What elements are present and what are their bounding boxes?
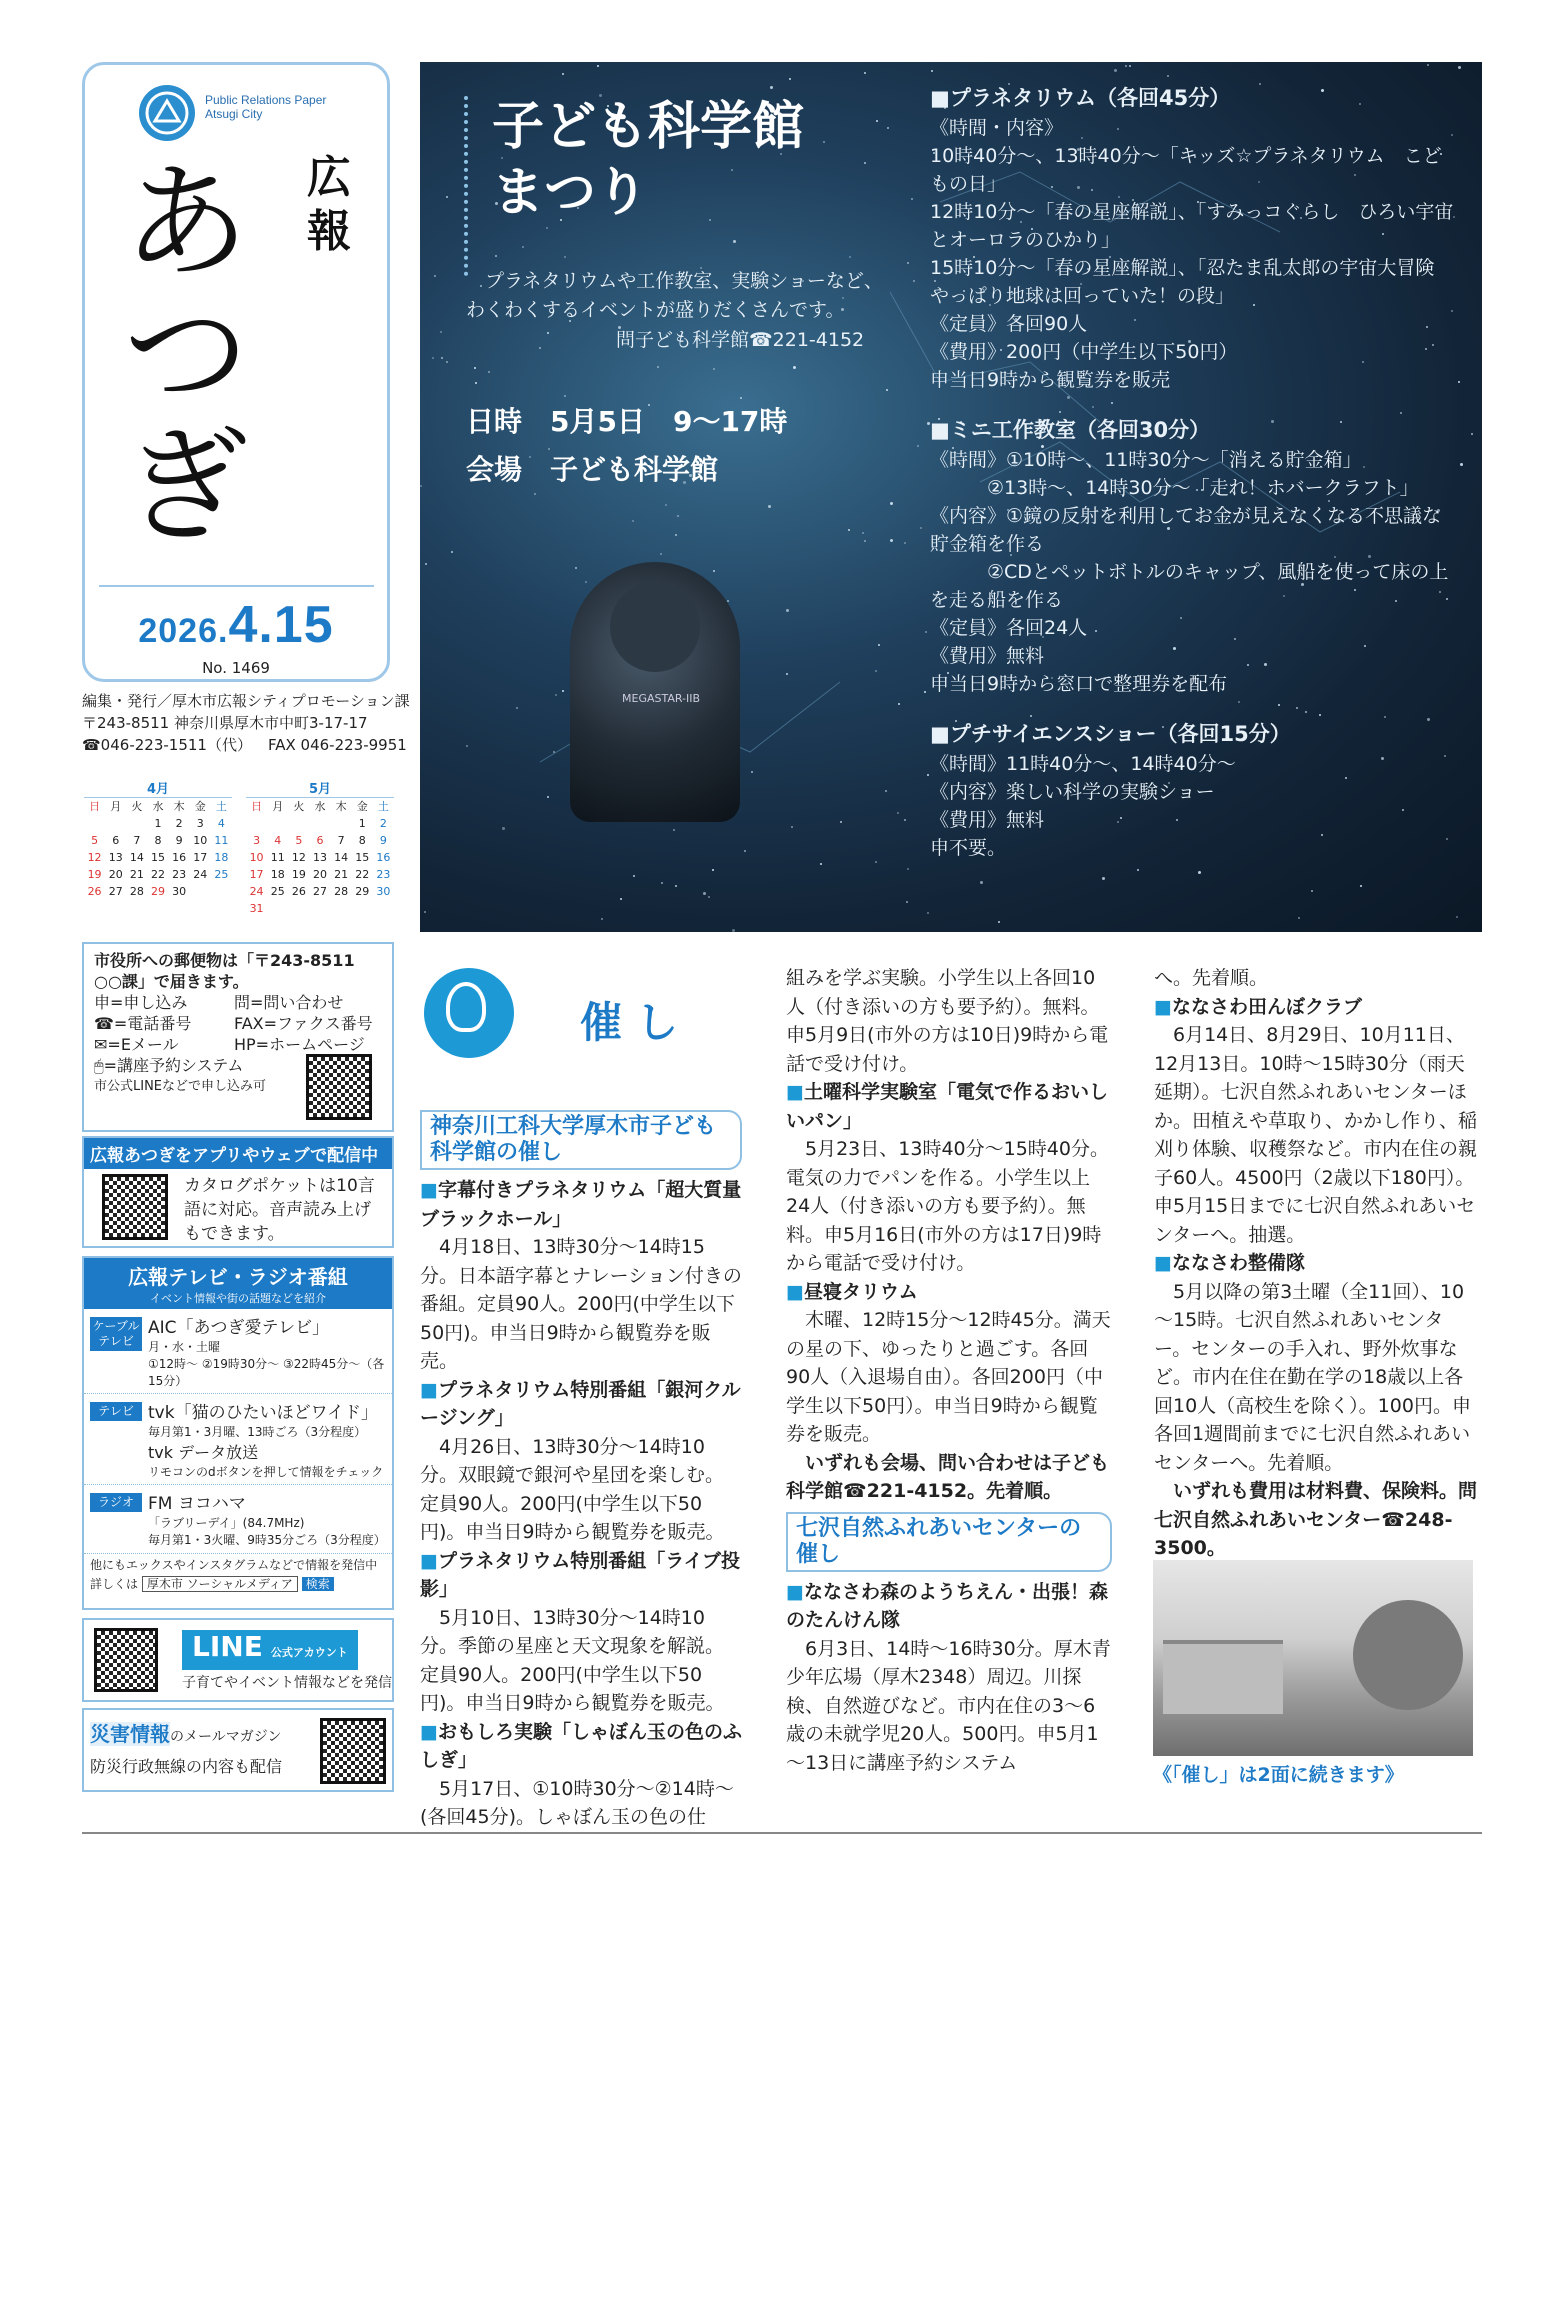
- hero-section-line: 《費用》無料: [930, 645, 1045, 667]
- calendar-day: 11: [214, 834, 229, 847]
- event-heading: ■ 昼寝タリウム: [786, 1278, 1112, 1307]
- hero-section-line: 《時間》11時40分～、14時40分～: [930, 753, 1236, 775]
- calendar-day: [309, 900, 330, 917]
- calendar-day: 17: [193, 851, 208, 864]
- closing-note: いずれも費用は材料費、保険料。問七沢自然ふれあいセンター☎248-3500。: [1154, 1480, 1478, 1559]
- calendar-day: 19: [291, 868, 306, 881]
- hero-panel: [420, 62, 1482, 932]
- city-emblem-icon: [139, 85, 195, 141]
- calendar-day: 7: [133, 834, 141, 847]
- calendar-day: 29: [355, 885, 370, 898]
- qr-code[interactable]: [102, 1174, 168, 1240]
- calendar-day-head: 月: [272, 800, 284, 813]
- divider: [99, 585, 374, 587]
- hero-section: [930, 84, 1460, 394]
- publisher-fax: FAX 046-223-9951: [268, 736, 407, 754]
- legend-line: 市役所への郵便物は「〒243-8511: [94, 951, 355, 970]
- hero-contact: 問子ども科学館☎221-4152: [616, 329, 865, 351]
- app-box-head: 広報あつぎをアプリやウェブで配信中: [84, 1138, 392, 1169]
- calendar-grid: [84, 798, 232, 900]
- qr-code[interactable]: [306, 1054, 372, 1120]
- calendar-day: 23: [376, 868, 391, 881]
- calendar-month: 4月: [84, 778, 232, 798]
- tv-name: tvk「猫のひたいほどワイド」: [148, 1403, 379, 1423]
- calendar-day: 29: [150, 885, 165, 898]
- paragraph: 組みを学ぶ実験。小学生以上各回10人（付き添いの方も要予約）。無料。申5月9日(市外の方は10日)9時から電話で受け付け。: [786, 967, 1109, 1075]
- line-box-text: 子育てやイベント情報などを発信: [182, 1675, 392, 1691]
- events-column-3: [1154, 964, 1480, 1563]
- event-body: 4月26日、13時30分～14時10分。双眼鏡で銀河や星団を楽しむ。定員90人。200円(中学生以下50円)。申当日9時から観覧券を販売。: [420, 1435, 725, 1543]
- masthead-subtitle: 広報: [307, 152, 351, 257]
- calendar-day: 26: [87, 885, 102, 898]
- projector-label: MEGASTAR-IIB: [622, 692, 701, 705]
- tv-name: AIC「あつぎ愛テレビ」: [148, 1318, 330, 1338]
- calendar-day: 6: [112, 834, 120, 847]
- hero-section: [930, 416, 1460, 698]
- calendar-day-head: 日: [251, 800, 263, 813]
- legend-box: [82, 942, 394, 1132]
- calendar-day: 9: [175, 834, 183, 847]
- events-column-2: [786, 964, 1112, 1777]
- planetarium-projector: [570, 562, 740, 822]
- pr-label: Public Relations Paper Atsugi City: [205, 93, 327, 121]
- calendar-day: 10: [249, 851, 264, 864]
- calendar-day: [288, 900, 309, 917]
- calendar-day: 5: [91, 834, 99, 847]
- calendar-month: 5月: [246, 778, 394, 798]
- calendar-day: 12: [291, 851, 306, 864]
- publisher-address: 〒243-8511 神奈川県厚木市中町3-17-17: [82, 714, 368, 732]
- calendar-day: 27: [312, 885, 327, 898]
- event-body: 木曜、12時15分～12時45分。満天の星の下、ゆったりと過ごす。各回90人（入退場自由）。各回200円（中学生以下50円）。申当日9時から観覧券を販売。: [786, 1309, 1111, 1445]
- calendar-day: 1: [358, 817, 366, 830]
- tv-item: [84, 1309, 392, 1394]
- tv-items: [84, 1309, 392, 1554]
- calendar-day: 22: [150, 868, 165, 881]
- masthead: [82, 62, 390, 682]
- calendar-day-head: 月: [110, 800, 122, 813]
- tv-item: [84, 1394, 392, 1485]
- tv-radio-box: [82, 1256, 394, 1610]
- calendar-day: 28: [129, 885, 144, 898]
- hero-section-line: 10時40分～、13時40分～「キッズ☆プラネタリウム こどもの日」: [930, 145, 1442, 195]
- projector-head: [610, 582, 700, 672]
- calendar-day: 25: [270, 885, 285, 898]
- hero-section-title: ■ ミニ工作教室（各回30分）: [930, 416, 1460, 444]
- calendar-day: [246, 815, 267, 832]
- tv-detail: 毎月第1・3火曜、9時35分ごろ（3分程度）: [148, 1533, 386, 1547]
- calendar-day: [331, 815, 352, 832]
- calendar-day: 21: [129, 868, 144, 881]
- calendar-day: 4: [217, 817, 225, 830]
- event-heading: ■ プラネタリウム特別番組「銀河クルージング」: [420, 1376, 742, 1433]
- hero-lead: プラネタリウムや工作教室、実験ショーなど、わくわくするイベントが盛りだくさんです。: [466, 270, 883, 321]
- calendar-day: [309, 815, 330, 832]
- calendar-day: 20: [312, 868, 327, 881]
- calendar-day: 21: [334, 868, 349, 881]
- calendar-day: [126, 815, 147, 832]
- issue-date: 2026.4.15: [138, 596, 334, 654]
- calendar-day: 1: [154, 817, 162, 830]
- nature-center-photo: [1153, 1560, 1473, 1756]
- calendar-day: 5: [295, 834, 303, 847]
- calendar-day: [267, 900, 288, 917]
- event-body: 5月17日、①10時30分～②14時～(各回45分)。しゃぼん玉の色の仕: [420, 1777, 734, 1828]
- calendar-day: 13: [312, 851, 327, 864]
- calendar-day: 22: [355, 868, 370, 881]
- hero-venue: 会場 子ども科学館: [466, 453, 719, 486]
- calendar-day: 19: [87, 868, 102, 881]
- calendar-day: 20: [108, 868, 123, 881]
- calendar-day: 18: [270, 868, 285, 881]
- calendar-day-head: 水: [152, 800, 164, 813]
- event-heading: ■ ななさわ田んぼクラブ: [1154, 993, 1480, 1022]
- disaster-text: 防災行政無線の内容も配信: [90, 1757, 283, 1776]
- calendar-april: [84, 778, 232, 900]
- tv-detail: 月・水・土曜: [148, 1340, 221, 1354]
- calendar-day: 30: [172, 885, 187, 898]
- calendar-day-head: 火: [293, 800, 305, 813]
- calendar-day: 9: [379, 834, 387, 847]
- event-body: 4月18日、13時30分～14時15分。日本語字幕とナレーション付きの番組。定員90人。200円(中学生以下50円)。申当日9時から観覧券を販売。: [420, 1236, 742, 1372]
- calendar-day: 2: [175, 817, 183, 830]
- photo-tree: [1353, 1600, 1463, 1710]
- lightbulb-icon: [424, 968, 514, 1058]
- calendar-day: 2: [379, 817, 387, 830]
- mouse-icon: 🖱: [94, 1056, 104, 1075]
- search-input[interactable]: 厚木市 ソーシャルメディア: [142, 1576, 298, 1592]
- paragraph: へ。先着順。: [1154, 967, 1269, 989]
- disaster-box: [82, 1708, 394, 1792]
- hero-section-line: 12時10分～「春の星座解説」、「すみっコぐらし ひろい宇宙とオーロラのひかり」: [930, 201, 1454, 251]
- tv-note: 他にもエックスやインスタグラムなどで情報を発信中: [90, 1558, 378, 1572]
- qr-code[interactable]: [94, 1628, 158, 1692]
- tv-detail: リモコンのdボタンを押して情報をチェック: [148, 1465, 384, 1479]
- event-body: 6月14日、8月29日、10月11日、12月13日。10時～15時30分（雨天延期）。七沢自然ふれあいセンターほか。田植えや草取り、かかし作り、稲刈り体験、収穫祭など。市内在住の親子60人。4500円（2歳以下180円）。申5月15日までに七沢自然ふれあいセンターへ。抽選。: [1154, 1024, 1478, 1246]
- hero-section-title: ■ プチサイエンスショー（各回15分）: [930, 720, 1460, 748]
- events-column-1: [420, 1110, 742, 1832]
- calendar-day: 28: [334, 885, 349, 898]
- calendar-day: [331, 900, 352, 917]
- event-body: 6月3日、14時～16時30分。厚木青少年広場（厚木2348）周辺。川探検、自然遊びなど。市内在住の3～6歳の未就学児20人。500円。申5月1～13日に講座予約システム: [786, 1637, 1111, 1774]
- calendar-day-head: 火: [131, 800, 143, 813]
- page-divider: [82, 1832, 1482, 1834]
- hero-section: [930, 720, 1460, 862]
- calendar-day: 7: [337, 834, 345, 847]
- calendar-day: 17: [249, 868, 264, 881]
- publisher-tel: ☎046-223-1511（代）: [82, 736, 252, 754]
- legend-item: ✉=Eメール: [94, 1035, 179, 1054]
- calendar-day: 4: [274, 834, 282, 847]
- calendar-day: 24: [193, 868, 208, 881]
- calendar-day: [267, 815, 288, 832]
- hero-section-line: 申当日9時から窓口で整理券を配布: [930, 673, 1228, 695]
- hero-section-line: 《時間》①10時～、11時30分～「消える貯金箱」: [930, 449, 1362, 471]
- calendar-day: 11: [270, 851, 285, 864]
- tv-tag: ケーブルテレビ: [90, 1317, 142, 1351]
- hero-section-line: ②CDとペットボトルのキャップ、風船を使って床の上を走る船を作る: [930, 561, 1449, 611]
- publisher-line: 編集・発行／厚木市広報シティプロモーション課: [82, 692, 410, 710]
- calendar-day-head: 木: [335, 800, 347, 813]
- tv-detail: 毎月第1・3月曜、13時ごろ（3分程度）: [148, 1425, 367, 1439]
- calendar-day: [373, 900, 394, 917]
- tv-tag: テレビ: [90, 1402, 142, 1421]
- hero-section-line: 申不要。: [930, 837, 1007, 859]
- hero-section-line: 《費用》200円（中学生以下50円）: [930, 341, 1238, 363]
- calendar-day: 24: [249, 885, 264, 898]
- calendar-day-head: 土: [215, 800, 227, 813]
- calendar-day-head: 金: [356, 800, 368, 813]
- app-box: [82, 1136, 394, 1248]
- calendar-day: 16: [376, 851, 391, 864]
- calendar-day-head: 木: [173, 800, 185, 813]
- event-body: 5月23日、13時40分～15時40分。電気の力でパンを作る。小学生以上24人（付き添いの方も要予約）。無料。申5月16日(市外の方は17日)9時から電話で受け付け。: [786, 1138, 1109, 1274]
- event-heading: ■ 土曜科学実験室「電気で作るおいしいパン」: [786, 1078, 1112, 1135]
- hero-section-line: 《内容》①鏡の反射を利用してお金が見えなくなる不思議な貯金箱を作る: [930, 505, 1442, 555]
- tv-box-head: 広報テレビ・ラジオ番組: [84, 1258, 392, 1290]
- calendar-day: [190, 883, 211, 900]
- calendar-day: 14: [334, 851, 349, 864]
- calendar-day: 6: [316, 834, 324, 847]
- calendar-day: 15: [355, 851, 370, 864]
- calendar-day: 10: [193, 834, 208, 847]
- calendar-day: [211, 883, 232, 900]
- tv-detail: ①12時～ ②19時30分～ ③22時45分～（各15分）: [148, 1357, 385, 1388]
- legend-items: [94, 992, 374, 1055]
- hero-title: 子ども科学館 まつり: [492, 97, 805, 223]
- legend-course: 🖱=講座予約システム: [94, 1056, 244, 1075]
- calendar-day: 8: [154, 834, 162, 847]
- hero-section-line: 《定員》各回90人: [930, 313, 1088, 335]
- tv-detail: tvk データ放送: [148, 1443, 259, 1462]
- calendar-day: 3: [196, 817, 204, 830]
- legend-item: HP=ホームページ: [234, 1035, 365, 1054]
- subhead: 七沢自然ふれあいセンターの催し: [786, 1512, 1112, 1572]
- legend-line: ○○課」で届きます。: [94, 972, 249, 991]
- calendar-day: 23: [172, 868, 187, 881]
- calendar-day: [352, 900, 373, 917]
- subhead: 神奈川工科大学厚木市子ども科学館の催し: [420, 1110, 742, 1170]
- legend-item: FAX=ファクス番号: [234, 1014, 373, 1033]
- calendar-day: [105, 815, 126, 832]
- legend-item: 申=申し込み: [94, 993, 188, 1012]
- calendar-day: 30: [376, 885, 391, 898]
- tv-tag: ラジオ: [90, 1493, 142, 1512]
- hero-sections: [930, 84, 1460, 884]
- search-button[interactable]: 検索: [302, 1577, 334, 1591]
- hero-section-line: 《定員》各回24人: [930, 617, 1088, 639]
- tv-item: [84, 1485, 392, 1554]
- hero-section-line: 申当日9時から観覧券を販売: [930, 369, 1171, 391]
- calendar-day: 13: [108, 851, 123, 864]
- tv-name: FM ヨコハマ: [148, 1494, 246, 1514]
- event-body: 5月10日、13時30分～14時10分。季節の星座と天文現象を解説。定員90人。200円(中学生以下50円)。申当日9時から観覧券を販売。: [420, 1606, 725, 1714]
- event-heading: ■ プラネタリウム特別番組「ライブ投影」: [420, 1547, 742, 1604]
- photo-building: [1163, 1640, 1283, 1714]
- calendar-day: 26: [291, 885, 306, 898]
- line-logo: LINE 公式アカウント: [182, 1630, 358, 1670]
- event-heading: ■ ななさわ整備隊: [1154, 1249, 1480, 1278]
- continued-note: 《「催し」は2面に続きます》: [1153, 1764, 1404, 1786]
- hero-section-line: 《内容》楽しい科学の実験ショー: [930, 781, 1215, 803]
- legend-item: 問=問い合わせ: [234, 993, 344, 1012]
- calendar-day: 25: [214, 868, 229, 881]
- closing-note: いずれも会場、問い合わせは子ども科学館☎221-4152。先着順。: [786, 1451, 1110, 1502]
- calendar-day: 14: [129, 851, 144, 864]
- qr-code[interactable]: [320, 1718, 386, 1784]
- line-box: [82, 1618, 394, 1702]
- search-row: 詳しくは 厚木市 ソーシャルメディア 検索: [84, 1575, 392, 1592]
- calendar-day: 18: [214, 851, 229, 864]
- calendar-may: [246, 778, 394, 917]
- masthead-title: あつぎ: [123, 149, 249, 560]
- hero-section-line: 《時間・内容》: [930, 117, 1064, 139]
- hero-datetime: 日時 5月5日 9～17時: [466, 405, 788, 438]
- calendar-day-head: 土: [377, 800, 389, 813]
- hero-section-line: 《費用》無料: [930, 809, 1045, 831]
- calendar-day: 8: [358, 834, 366, 847]
- calendar-day: [84, 815, 105, 832]
- disaster-title: 災害情報のメールマガジン: [90, 1722, 282, 1746]
- event-heading: ■ 字幕付きプラネタリウム「超大質量ブラックホール」: [420, 1176, 742, 1233]
- calendar-day: 27: [108, 885, 123, 898]
- hero-section-line: ②13時～、14時30分～「走れ！ホバークラフト」: [930, 477, 1419, 499]
- calendar-day: 15: [150, 851, 165, 864]
- legend-note: 市公式LINEなどで申し込み可: [94, 1079, 267, 1094]
- calendar-grid: [246, 798, 394, 917]
- event-heading: ■ おもしろ実験「しゃぼん玉の色のふしぎ」: [420, 1718, 742, 1775]
- tv-detail: 「ラブリーデイ」(84.7MHz): [148, 1516, 305, 1530]
- hero-section-title: ■ プラネタリウム（各回45分）: [930, 84, 1460, 112]
- tv-box-sub: イベント情報や街の話題などを紹介: [84, 1290, 392, 1309]
- title-dots: [464, 96, 472, 276]
- calendar-day-head: 水: [314, 800, 326, 813]
- hero-section-line: 15時10分～「春の星座解説」、「忍たま乱太郎の宇宙大冒険 やっぱり地球は回っていた！の段」: [930, 257, 1454, 307]
- issue-number: No. 1469: [202, 659, 270, 677]
- calendar-day-head: 日: [89, 800, 101, 813]
- calendar-day-head: 金: [194, 800, 206, 813]
- calendar-day: 12: [87, 851, 102, 864]
- app-box-text: カタログポケットは10言語に対応。音声読み上げもできます。: [184, 1176, 375, 1244]
- legend-item: ☎=電話番号: [94, 1014, 192, 1033]
- calendar-day: [288, 815, 309, 832]
- section-title: 催し: [580, 998, 693, 1047]
- calendar-day: 31: [249, 902, 264, 915]
- calendar-day: 16: [172, 851, 187, 864]
- calendar-day: 3: [253, 834, 261, 847]
- event-body: 5月以降の第3土曜（全11回）、10～15時。七沢自然ふれあいセンター。センターの手入れ、野外炊事など。市内在住在勤在学の18歳以上各回10人（高校生を除く）。100円。申各回1週間前までに七沢自然ふれあいセンターへ。先着順。: [1154, 1280, 1471, 1474]
- event-heading: ■ ななさわ森のようちえん・出張！森のたんけん隊: [786, 1578, 1112, 1635]
